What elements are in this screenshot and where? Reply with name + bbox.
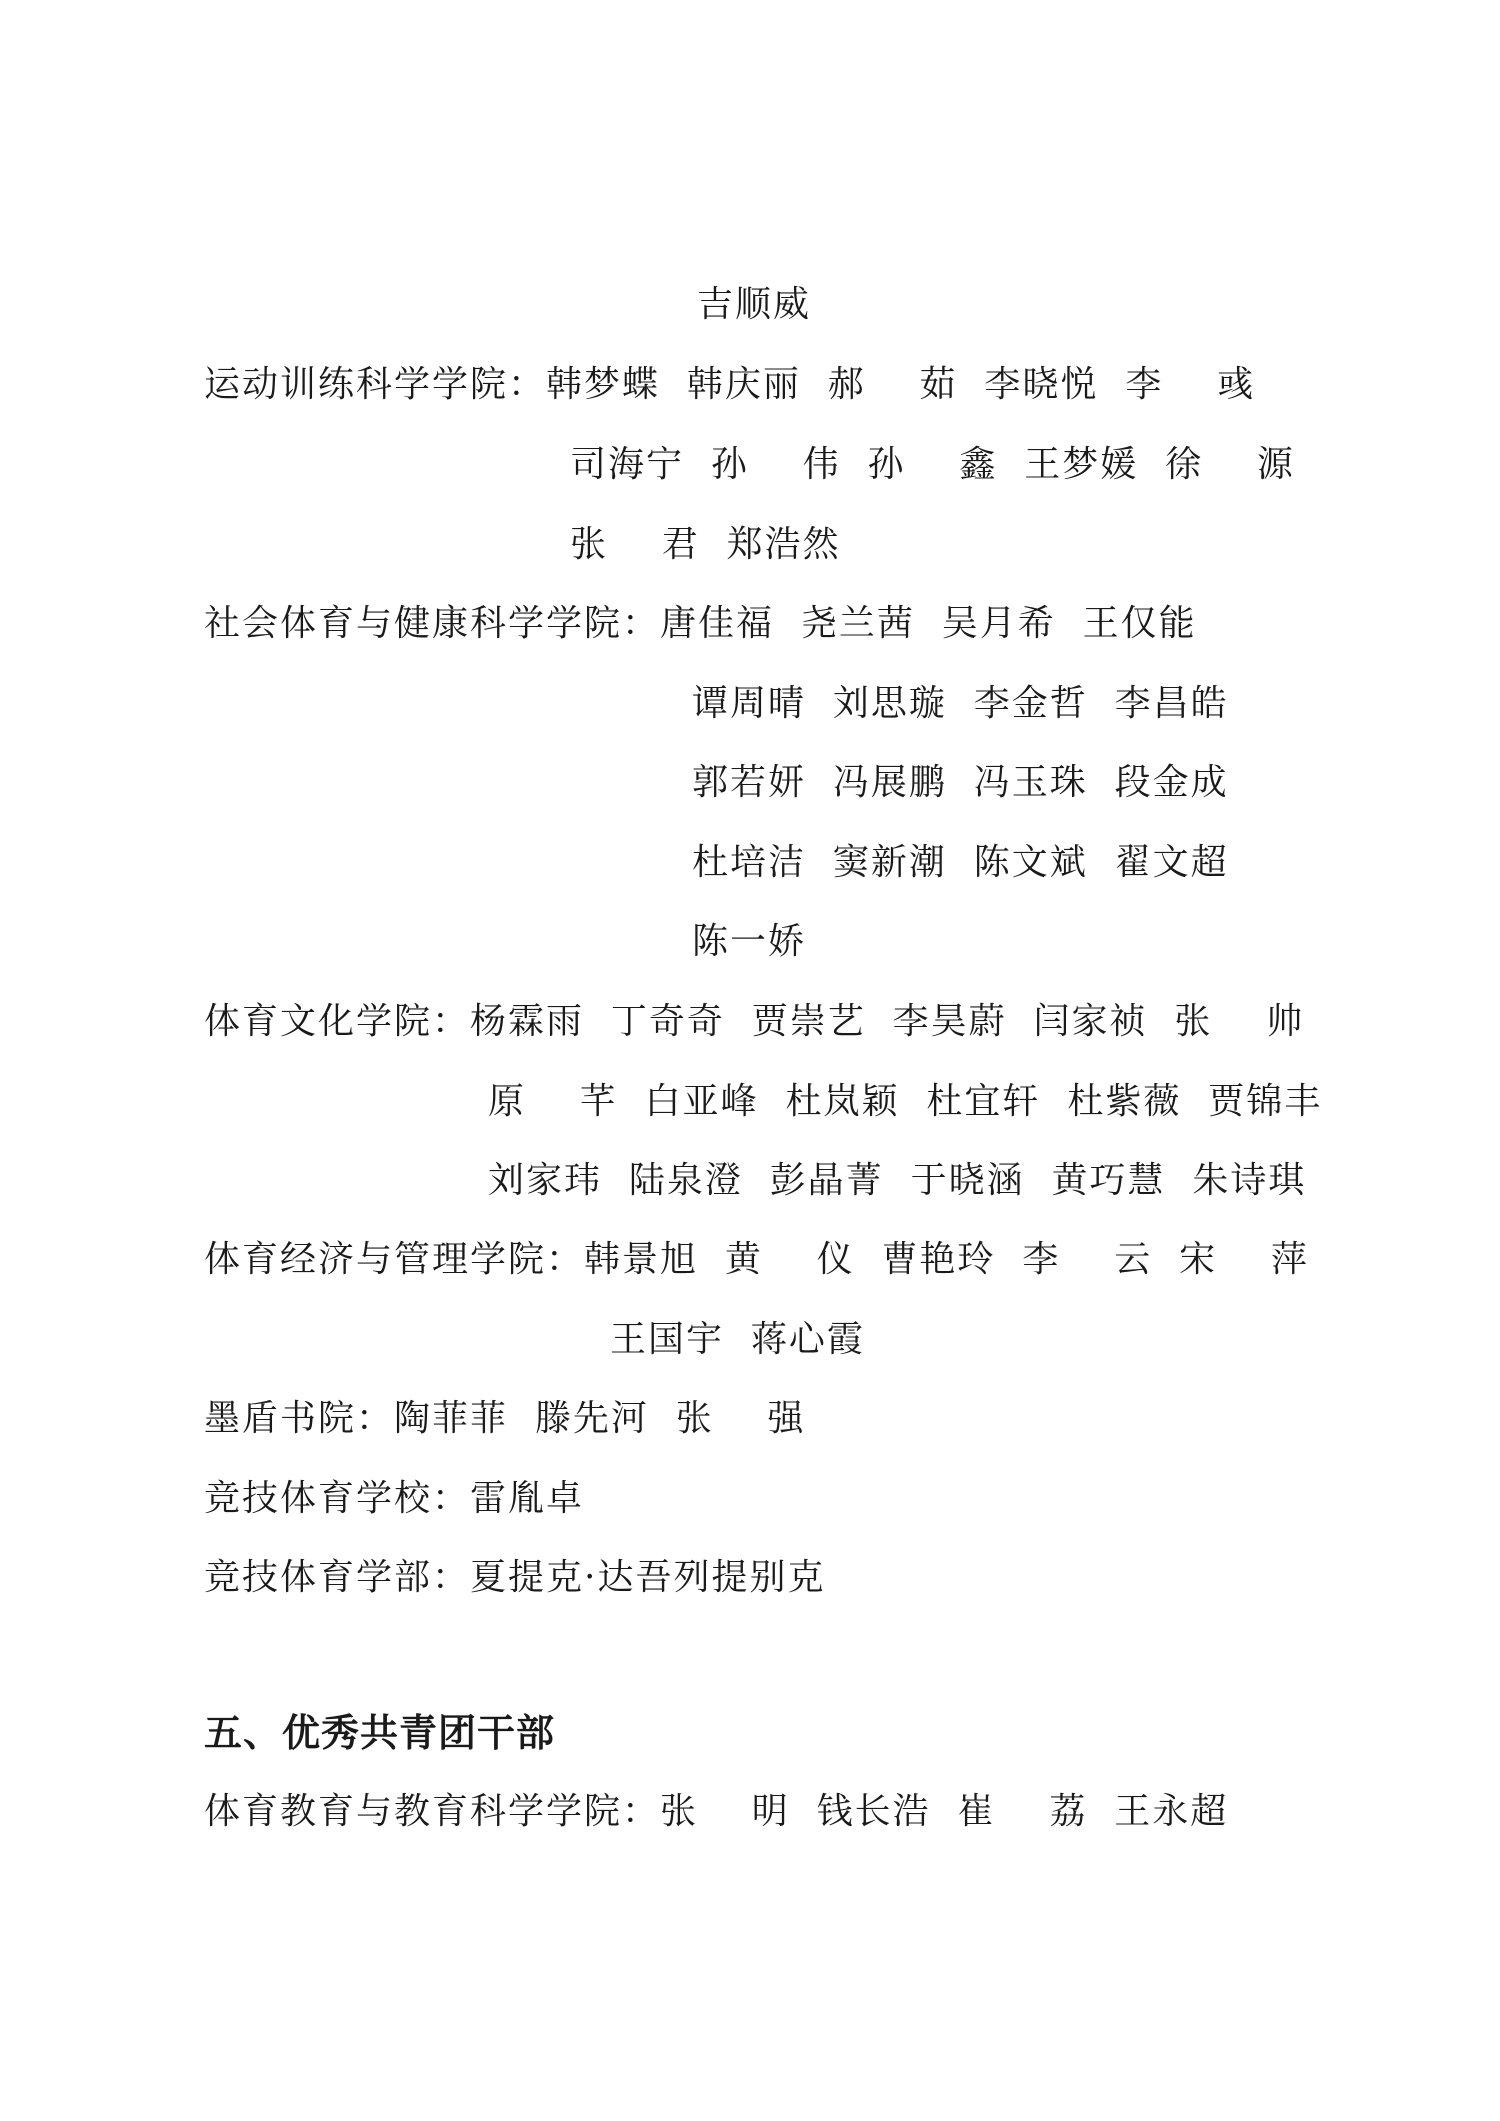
college-line: 社会体育与健康科学学院：唐佳福 尧兰茜 吴月希 王仅能	[204, 603, 1197, 644]
college-line: 体育经济与管理学院：韩景旭 黄 仪 曹艳玲 李 云 宋 萍	[204, 1239, 1309, 1280]
name-line: 原 芊 白亚峰 杜岚颖 杜宜轩 杜紫薇 贾锦丰	[488, 1081, 1323, 1122]
college-line: 体育教育与教育科学学院：张 明 钱长浩 崔 荔 王永超	[204, 1791, 1229, 1832]
college-line: 运动训练科学学院：韩梦蝶 韩庆丽 郝 茹 李晓悦 李 彧	[204, 364, 1256, 405]
name-line: 刘家玮 陆泉澄 彭晶菁 于晓涵 黄巧慧 朱诗琪	[488, 1160, 1307, 1201]
name-line: 张 君 郑浩然	[570, 524, 841, 565]
name-line: 司海宁 孙 伟 孙 鑫 王梦媛 徐 源	[570, 444, 1295, 485]
college-line: 墨盾书院：陶菲菲 滕先河 张 强	[204, 1398, 806, 1439]
name-line: 谭周晴 刘思璇 李金哲 李昌皓	[692, 683, 1229, 724]
name-line: 郭若妍 冯展鹏 冯玉珠 段金成	[692, 762, 1229, 803]
name-line: 杜培洁 窦新潮 陈文斌 翟文超	[692, 842, 1229, 883]
college-line: 体育文化学院：杨霖雨 丁奇奇 贾崇艺 李昊蔚 闫家祯 张 帅	[204, 1001, 1305, 1042]
section-heading: 五、优秀共青团干部	[204, 1711, 556, 1755]
college-line: 竞技体育学部：夏提克·达吾列提别克	[204, 1557, 826, 1598]
name-line: 王国宇 蒋心霞	[610, 1319, 865, 1360]
name-line: 陈一娇	[692, 921, 807, 962]
name-line: 吉顺威	[697, 284, 812, 325]
college-line: 竞技体育学校：雷胤卓	[204, 1478, 585, 1519]
